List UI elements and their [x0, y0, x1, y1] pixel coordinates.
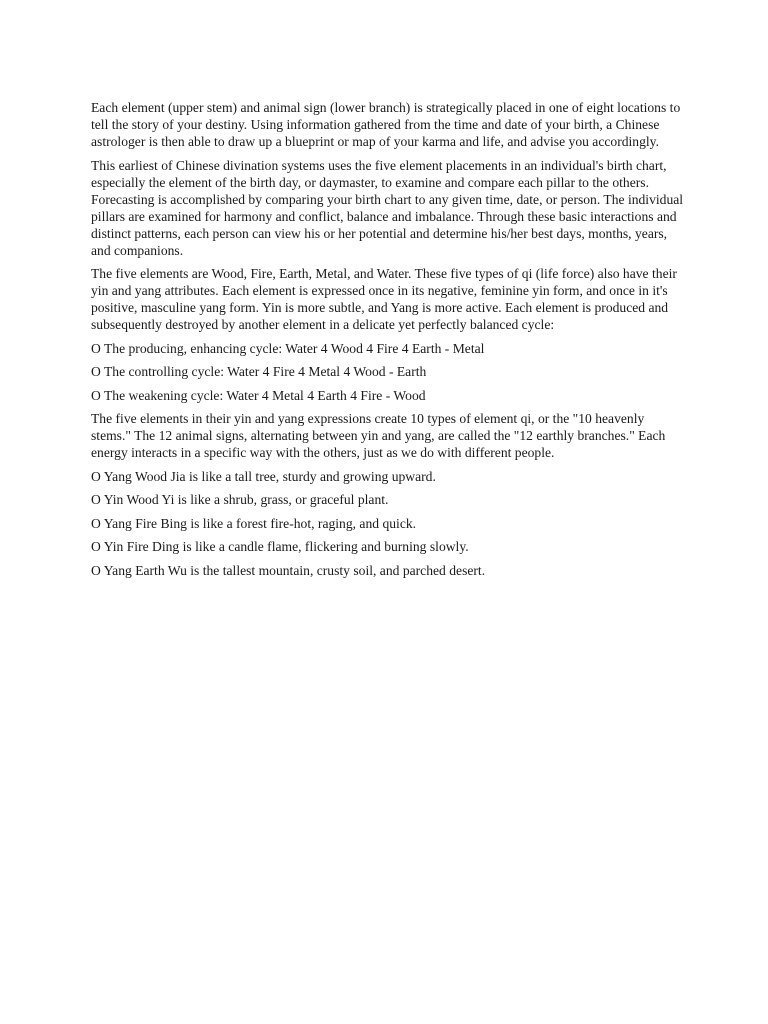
- divination-paragraph: This earliest of Chinese divination systems uses the five element placements in an individual's birth chart, especially the element of the birth day, or daymaster, to examine and compare each pillar to the others. Forecasting is accomplished by comparing your birth chart to any given time, date, or person. The individual pillars are examined for harmony and conflict, balance and imbalance. Through these basic interactions and distinct patterns, each person can view his or her potential and determine his/her best days, months, years, and companions.: [91, 157, 684, 258]
- stem-item-yang-fire: O Yang Fire Bing is like a forest fire-hot, raging, and quick.: [91, 515, 417, 531]
- five-elements-paragraph: The five elements are Wood, Fire, Earth, Metal, and Water. These five types of qi (life force) also have their yin and yang attributes. Each element is expressed once in its negative, feminine yin form, and once in it's positive, masculine yang form. Yin is more subtle, and Yang is more active. Each element is produced and subsequently destroyed by another element in a delicate yet perfectly balanced cycle:: [91, 266, 677, 332]
- stem-item-yin-wood: O Yin Wood Yi is like a shrub, grass, or graceful plant.: [91, 492, 389, 507]
- stem-item-yang-wood: O Yang Wood Jia is like a tall tree, sturdy and growing upward.: [91, 468, 436, 484]
- cycle-item-weakening: O The weakening cycle: Water 4 Metal 4 Earth 4 Fire - Wood: [91, 387, 426, 403]
- stem-item-yin-fire: O Yin Fire Ding is like a candle flame, flickering and burning slowly.: [91, 539, 469, 554]
- cycle-item-producing: O The producing, enhancing cycle: Water 4 Wood 4 Fire 4 Earth - Metal: [91, 340, 485, 356]
- heavenly-stems-paragraph: The five elements in their yin and yang expressions create 10 types of element qi, or the "10 heavenly stems." The 12 animal signs, alternating between yin and yang, are called the "12 earthly branches." Each energy interacts in a specific way with the others, just as we do with different people.: [91, 411, 666, 460]
- intro-paragraph: Each element (upper stem) and animal sign (lower branch) is strategically placed in one of eight locations to tell the story of your destiny. Using information gathered from the time and date of your birth, a Chinese astrologer is then able to draw up a blueprint or map of your karma and life, and advise you accordingly.: [91, 100, 681, 149]
- cycle-item-controlling: O The controlling cycle: Water 4 Fire 4 Metal 4 Wood - Earth: [91, 364, 427, 379]
- document-body: [91, 99, 685, 585]
- stem-item-yang-earth: O Yang Earth Wu is the tallest mountain, crusty soil, and parched desert.: [91, 562, 486, 578]
